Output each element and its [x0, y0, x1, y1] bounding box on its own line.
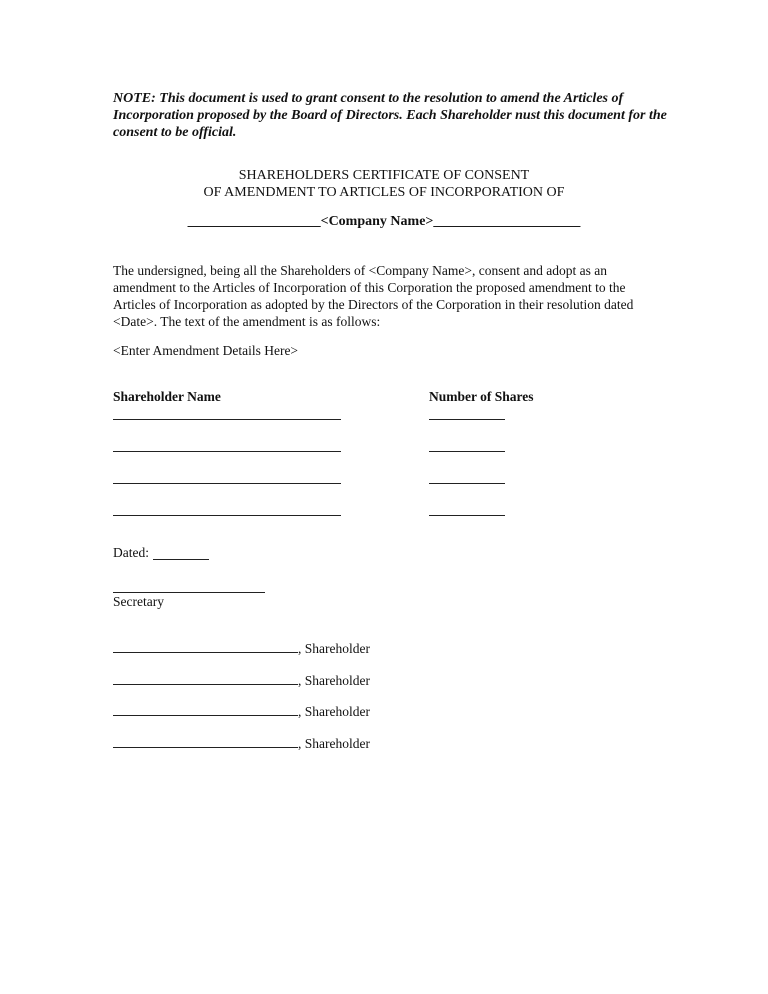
dated-label: Dated: [113, 545, 149, 560]
shareholder-signature-label: , Shareholder [298, 736, 370, 751]
note-paragraph: NOTE: This document is used to grant consent to the resolution to amend the Articles of Incorporation proposed by the Board of Directors. Each Shareholder nust this document for the consent to be official. [113, 91, 667, 140]
shareholder-name-blank [113, 419, 341, 420]
shareholder-signature-label: , Shareholder [298, 673, 370, 688]
shareholder-signature-line [113, 640, 370, 657]
number-of-shares-blank [429, 483, 505, 484]
signature-blank [113, 703, 298, 716]
number-of-shares-blank [429, 515, 505, 516]
company-name-line: ___________________<Company Name>_____________________ [187, 214, 581, 229]
shareholder-name-blank [113, 483, 341, 484]
document-title-line-2: OF AMENDMENT TO ARTICLES OF INCORPORATION OF [203, 185, 565, 200]
number-of-shares-header: Number of Shares [429, 389, 534, 404]
document-title-line-1: SHAREHOLDERS CERTIFICATE OF CONSENT [238, 168, 530, 183]
date-blank [153, 559, 209, 560]
shareholder-signature-line [113, 672, 370, 689]
shareholder-signature-line [113, 735, 370, 752]
number-of-shares-blank [429, 451, 505, 452]
shareholder-name-blank [113, 451, 341, 452]
secretary-signature-blank [113, 592, 265, 593]
amendment-placeholder: <Enter Amendment Details Here> [113, 343, 299, 358]
signature-blank [113, 672, 298, 685]
shareholder-signature-line [113, 703, 370, 720]
shareholder-signature-label: , Shareholder [298, 641, 370, 656]
secretary-label: Secretary [113, 594, 164, 609]
signature-blank [113, 640, 298, 653]
shareholder-name-header: Shareholder Name [113, 389, 221, 404]
body-paragraph: The undersigned, being all the Shareholders of <Company Name>, consent and adopt as an amendment to the Articles of Incorporation of this Corporation the proposed amendment to the Articles of Incorporation as adopted by the Directors of the Corporation in their resolution dated <Date>. The text of the amendment is as follows: [113, 263, 634, 329]
shareholder-signature-label: , Shareholder [298, 704, 370, 719]
number-of-shares-blank [429, 419, 505, 420]
shareholder-name-blank [113, 515, 341, 516]
signature-blank [113, 735, 298, 748]
